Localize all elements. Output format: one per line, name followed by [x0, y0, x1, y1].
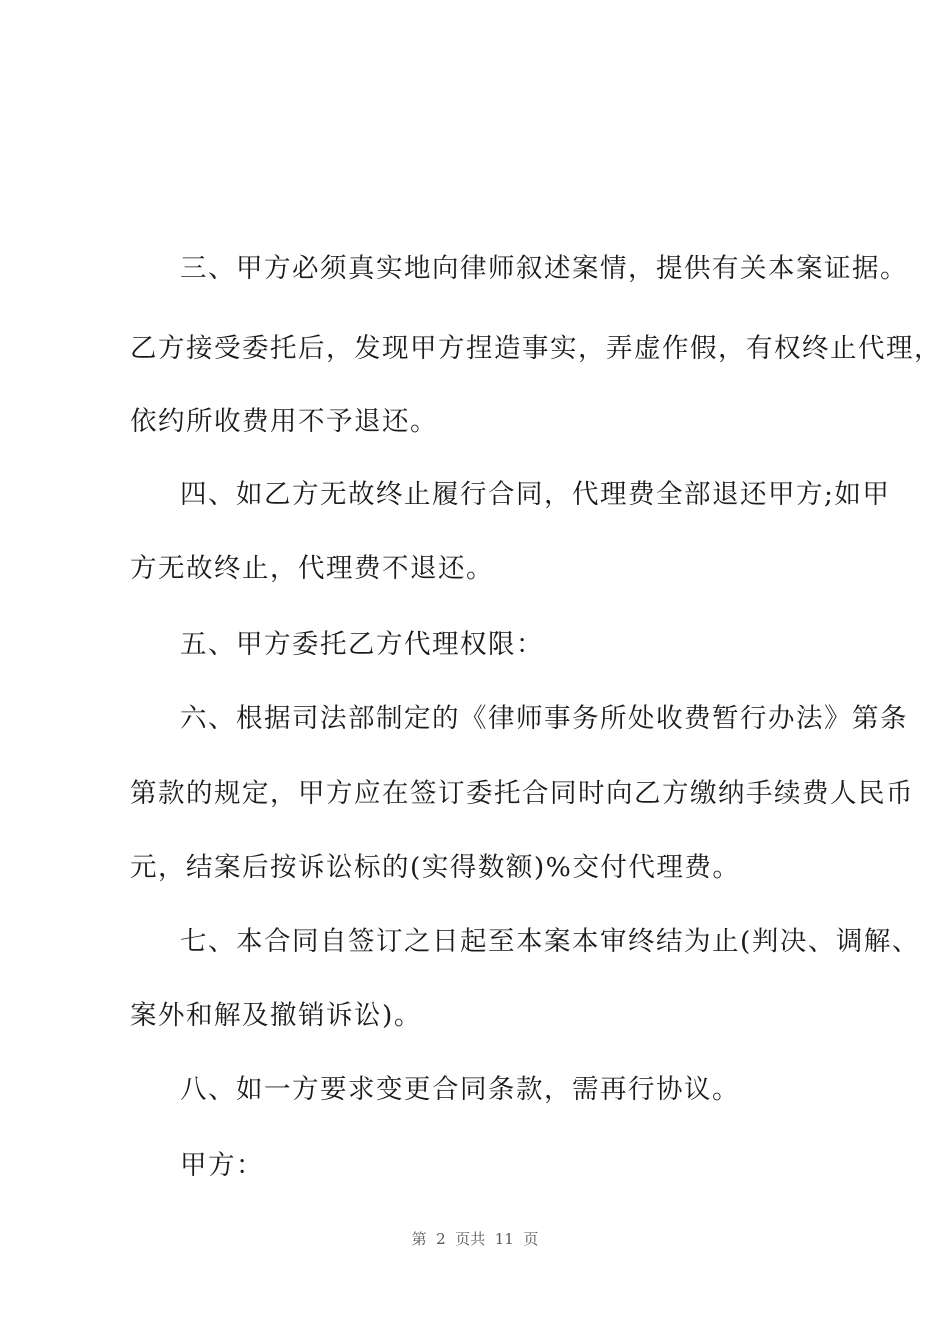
paragraph-7-line-2: 案外和解及撤销诉讼)。 — [130, 1000, 422, 1031]
paragraph-7-line-1: 七、本合同自签订之日起至本案本审终结为止(判决、调解、 — [180, 926, 920, 957]
paragraph-6-line-1: 六、根据司法部制定的《律师事务所处收费暂行办法》第条 — [180, 703, 908, 734]
paragraph-8: 八、如一方要求变更合同条款，需再行协议。 — [180, 1074, 740, 1105]
paragraph-4-line-2: 方无故终止，代理费不退还。 — [130, 553, 494, 584]
party-a-label: 甲方： — [180, 1150, 264, 1181]
paragraph-6-line-2: 第款的规定，甲方应在签订委托合同时向乙方缴纳手续费人民币 — [130, 778, 914, 809]
paragraph-6-line-3: 元，结案后按诉讼标的(实得数额)%交付代理费。 — [130, 852, 741, 883]
page-number-footer: 第 2 页共 11 页 — [411, 1230, 539, 1248]
paragraph-3-line-1: 三、甲方必须真实地向律师叙述案情，提供有关本案证据。 — [180, 253, 908, 284]
paragraph-5: 五、甲方委托乙方代理权限： — [180, 629, 544, 660]
paragraph-3-line-2: 乙方接受委托后，发现甲方捏造事实，弄虚作假，有权终止代理， — [130, 333, 942, 364]
paragraph-4-line-1: 四、如乙方无故终止履行合同，代理费全部退还甲方;如甲 — [180, 479, 891, 510]
paragraph-3-line-3: 依约所收费用不予退还。 — [130, 406, 438, 437]
